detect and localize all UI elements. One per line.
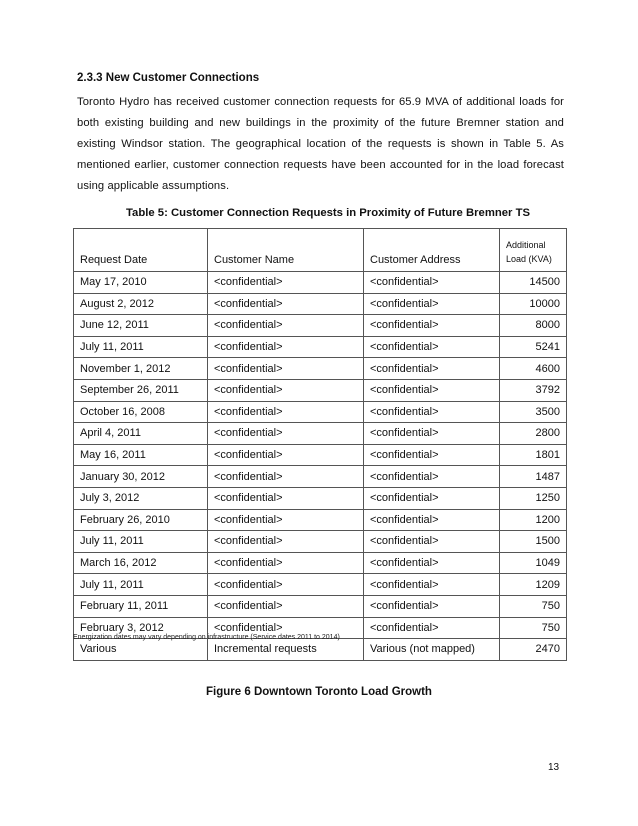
cell-customer-address: <confidential> <box>364 552 500 574</box>
table-row <box>74 315 567 337</box>
cell-request-date: February 11, 2011 <box>74 595 208 617</box>
cell-customer-address: Various (not mapped) <box>364 639 500 661</box>
cell-customer-address: <confidential> <box>364 293 500 315</box>
cell-additional-load: 1200 <box>500 509 567 531</box>
cell-customer-name: <confidential> <box>208 401 364 423</box>
cell-request-date: June 12, 2011 <box>74 315 208 337</box>
cell-request-date: Various <box>74 639 208 661</box>
table-row <box>74 444 567 466</box>
cell-request-date: November 1, 2012 <box>74 358 208 380</box>
cell-additional-load: 750 <box>500 595 567 617</box>
cell-request-date: May 16, 2011 <box>74 444 208 466</box>
cell-customer-address: <confidential> <box>364 358 500 380</box>
cell-customer-name: <confidential> <box>208 444 364 466</box>
cell-customer-name: <confidential> <box>208 531 364 553</box>
figure-caption: Figure 6 Downtown Toronto Load Growth <box>206 686 432 698</box>
table-header-row <box>74 229 567 272</box>
cell-additional-load: 3500 <box>500 401 567 423</box>
table-row <box>74 595 567 617</box>
cell-request-date: September 26, 2011 <box>74 379 208 401</box>
cell-customer-address: <confidential> <box>364 272 500 294</box>
cell-customer-name: <confidential> <box>208 272 364 294</box>
cell-customer-name: <confidential> <box>208 552 364 574</box>
cell-customer-name: <confidential> <box>208 358 364 380</box>
table-row <box>74 293 567 315</box>
table-row <box>74 358 567 380</box>
cell-customer-name: <confidential> <box>208 293 364 315</box>
cell-additional-load: 14500 <box>500 272 567 294</box>
table-row <box>74 466 567 488</box>
page-number: 13 <box>548 762 560 773</box>
cell-additional-load: 2470 <box>500 639 567 661</box>
table-row <box>74 574 567 596</box>
cell-customer-name: Incremental requests <box>208 639 364 661</box>
cell-customer-address: <confidential> <box>364 336 500 358</box>
cell-customer-address: <confidential> <box>364 444 500 466</box>
section-heading: 2.3.3 New Customer Connections <box>77 72 260 84</box>
cell-customer-name: <confidential> <box>208 315 364 337</box>
cell-request-date: July 11, 2011 <box>74 336 208 358</box>
table-row <box>74 639 567 661</box>
table-row <box>74 336 567 358</box>
header-customer-address: Customer Address <box>364 229 500 272</box>
cell-additional-load: 750 <box>500 617 567 639</box>
cell-request-date: July 3, 2012 <box>74 487 208 509</box>
table-row <box>74 401 567 423</box>
table-row <box>74 552 567 574</box>
table-row <box>74 423 567 445</box>
cell-additional-load: 1487 <box>500 466 567 488</box>
header-additional-load: Additional Load (KVA) <box>500 229 567 272</box>
cell-customer-name: <confidential> <box>208 487 364 509</box>
cell-request-date: August 2, 2012 <box>74 293 208 315</box>
cell-customer-name: <confidential> <box>208 336 364 358</box>
cell-customer-address: <confidential> <box>364 574 500 596</box>
cell-request-date: July 11, 2011 <box>74 531 208 553</box>
cell-customer-address: <confidential> <box>364 595 500 617</box>
cell-request-date: February 26, 2010 <box>74 509 208 531</box>
table-row <box>74 379 567 401</box>
cell-request-date: January 30, 2012 <box>74 466 208 488</box>
cell-additional-load: 3792 <box>500 379 567 401</box>
section-paragraph: Toronto Hydro has received customer connection requests for 65.9 MVA of additional loads for both existing building and new buildings in the proximity of the future Bremner station and existing Windsor station. The geographical location of the requests is shown in Table 5. As mentioned earlier, customer connection requests have been accounted for in the load forecast using applicable assumptions. <box>77 96 564 192</box>
cell-customer-address: <confidential> <box>364 379 500 401</box>
cell-additional-load: 4600 <box>500 358 567 380</box>
cell-additional-load: 2800 <box>500 423 567 445</box>
cell-customer-name: <confidential> <box>208 574 364 596</box>
cell-request-date: March 16, 2012 <box>74 552 208 574</box>
table-row <box>74 531 567 553</box>
table-row <box>74 487 567 509</box>
cell-additional-load: 1801 <box>500 444 567 466</box>
table-row <box>74 272 567 294</box>
header-request-date: Request Date <box>74 229 208 272</box>
cell-customer-name: <confidential> <box>208 466 364 488</box>
cell-customer-name: <confidential> <box>208 509 364 531</box>
cell-request-date: February 3, 2012 <box>74 617 208 639</box>
cell-customer-address: <confidential> <box>364 487 500 509</box>
cell-additional-load: 1049 <box>500 552 567 574</box>
header-customer-name: Customer Name <box>208 229 364 272</box>
cell-customer-name: <confidential> <box>208 379 364 401</box>
cell-customer-address: <confidential> <box>364 315 500 337</box>
cell-customer-address: <confidential> <box>364 401 500 423</box>
cell-customer-name: <confidential> <box>208 617 364 639</box>
cell-customer-name: <confidential> <box>208 423 364 445</box>
cell-additional-load: 8000 <box>500 315 567 337</box>
cell-request-date: July 11, 2011 <box>74 574 208 596</box>
table-title: Table 5: Customer Connection Requests in Proximity of Future Bremner TS <box>125 207 531 219</box>
cell-customer-address: <confidential> <box>364 423 500 445</box>
cell-request-date: October 16, 2008 <box>74 401 208 423</box>
cell-customer-address: <confidential> <box>364 617 500 639</box>
connection-requests-table <box>73 228 567 661</box>
table-footnote: Energization dates may vary depending on infrastructure (Service dates 2011 to 2014) <box>73 634 340 641</box>
cell-additional-load: 1500 <box>500 531 567 553</box>
cell-request-date: April 4, 2011 <box>74 423 208 445</box>
cell-additional-load: 1250 <box>500 487 567 509</box>
table-row <box>74 509 567 531</box>
cell-additional-load: 1209 <box>500 574 567 596</box>
cell-customer-address: <confidential> <box>364 509 500 531</box>
cell-customer-address: <confidential> <box>364 531 500 553</box>
cell-request-date: May 17, 2010 <box>74 272 208 294</box>
cell-customer-name: <confidential> <box>208 595 364 617</box>
cell-additional-load: 10000 <box>500 293 567 315</box>
cell-additional-load: 5241 <box>500 336 567 358</box>
cell-customer-address: <confidential> <box>364 466 500 488</box>
